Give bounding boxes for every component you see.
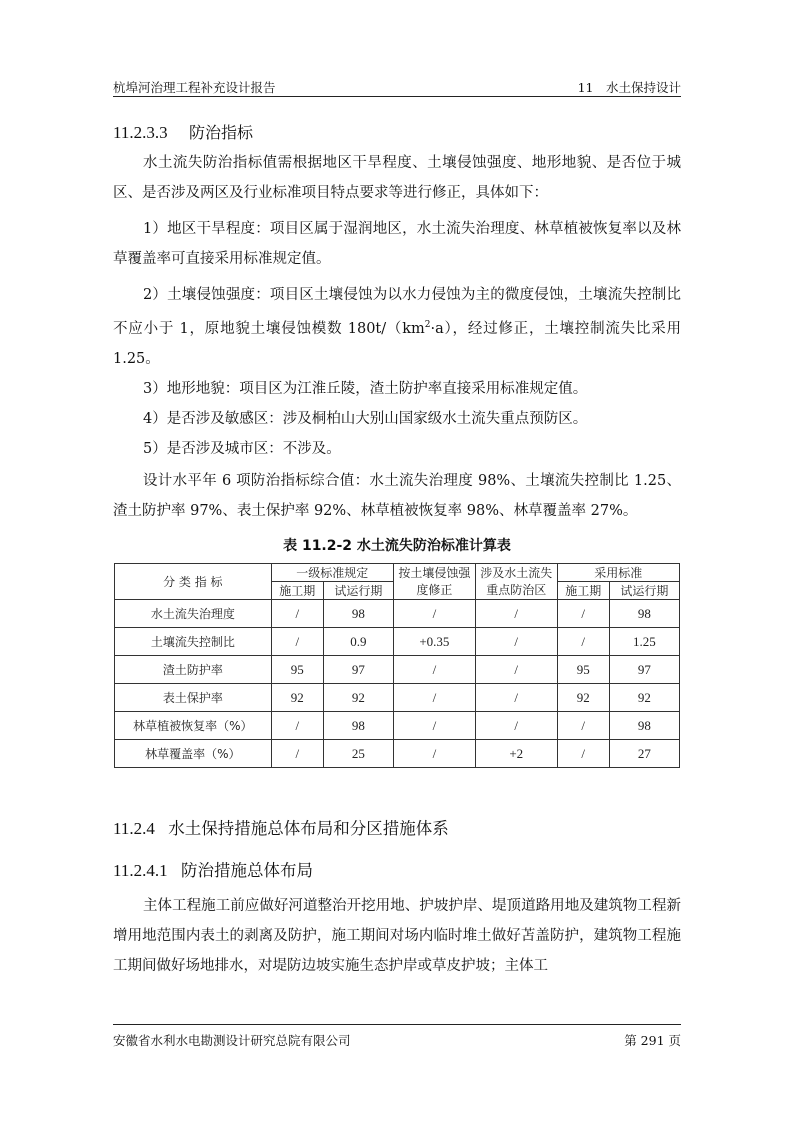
cell: 92 xyxy=(609,684,679,712)
cell: / xyxy=(271,600,323,628)
cell: / xyxy=(557,600,609,628)
table-caption: 表 11.2-2 水土流失防治标准计算表 xyxy=(283,538,511,554)
list-item-1: 1）地区干旱程度：项目区属于湿润地区，水土流失治理度、林草植被恢复率以及林草覆盖率可直接采用标准规定值。 xyxy=(113,221,681,267)
table-row xyxy=(115,684,680,712)
cell: / xyxy=(271,740,323,768)
row-label: 水土流失治理度 xyxy=(115,600,272,628)
cell: / xyxy=(393,600,475,628)
superscript: 2 xyxy=(424,320,431,330)
page-footer xyxy=(113,1024,681,1048)
list-item-5: 5）是否涉及城市区：不涉及。 xyxy=(143,441,341,457)
section-heading-11-2-3-3 xyxy=(113,120,253,143)
section-number: 11.2.4 xyxy=(113,819,155,838)
list-item-2-text-b: ·a），经过修正，土壤控制流失比采用 1.25。 xyxy=(113,320,681,367)
cell: 92 xyxy=(557,684,609,712)
cell: / xyxy=(475,712,557,740)
header-key-area: 涉及水土流失重点防治区 xyxy=(475,564,557,600)
table-row xyxy=(115,600,680,628)
row-label: 土壤流失控制比 xyxy=(115,628,272,656)
header-construction-2: 施工期 xyxy=(557,582,609,600)
table-row xyxy=(115,656,680,684)
section-title: 防治措施总体布局 xyxy=(181,861,314,880)
cell: 92 xyxy=(323,684,393,712)
cell: / xyxy=(475,656,557,684)
table-row xyxy=(115,628,680,656)
section-heading-11-2-4 xyxy=(113,815,449,839)
cell: 98 xyxy=(609,600,679,628)
section-title: 防治指标 xyxy=(189,123,254,142)
table-row xyxy=(115,740,680,768)
cell: / xyxy=(475,684,557,712)
list-item-4: 4）是否涉及敏感区：涉及桐柏山大别山国家级水土流失重点预防区。 xyxy=(143,411,588,427)
section-number: 11.2.4.1 xyxy=(113,861,168,880)
paragraph-layout: 主体工程施工前应做好河道整治开挖用地、护坡护岸、堤顶道路用地及建筑物工程新增用地范围内表土的剥离及防护，施工期间对场内临时堆土做好苫盖防护，建筑物工程施工期间做好场地排水，对堤防边坡实施生态护岸或草皮护坡；主体工 xyxy=(113,898,681,974)
cell: +0.35 xyxy=(393,628,475,656)
table-row xyxy=(115,712,680,740)
section-number: 11.2.3.3 xyxy=(113,123,168,142)
cell: 95 xyxy=(271,656,323,684)
header-level1: 一级标准规定 xyxy=(271,564,393,582)
header-report-title: 杭埠河治理工程补充设计报告 xyxy=(113,80,276,95)
cell: / xyxy=(271,712,323,740)
row-label: 林草植被恢复率（%） xyxy=(115,712,272,740)
cell: 25 xyxy=(323,740,393,768)
row-label: 渣土防护率 xyxy=(115,656,272,684)
cell: 1.25 xyxy=(609,628,679,656)
header-chapter: 11 水土保持设计 xyxy=(577,80,681,95)
cell: / xyxy=(475,600,557,628)
cell: +2 xyxy=(475,740,557,768)
page-header xyxy=(113,74,681,97)
header-category: 分 类 指 标 xyxy=(115,564,272,600)
cell: 27 xyxy=(609,740,679,768)
header-adopted: 采用标准 xyxy=(557,564,679,582)
header-trial-2: 试运行期 xyxy=(609,582,679,600)
list-item-2-text-a: 2）土壤侵蚀强度：项目区土壤侵蚀为以水力侵蚀为主的微度侵蚀，土壤流失控制比不应小于 1，原地貌土壤侵蚀模数 180t/（km xyxy=(113,287,681,337)
header-trial: 试运行期 xyxy=(323,582,393,600)
section-heading-11-2-4-1 xyxy=(113,857,313,881)
cell: 98 xyxy=(323,600,393,628)
cell: / xyxy=(557,712,609,740)
cell: 97 xyxy=(323,656,393,684)
list-item-2 xyxy=(113,280,681,374)
cell: / xyxy=(475,628,557,656)
row-label: 林草覆盖率（%） xyxy=(115,740,272,768)
cell: 98 xyxy=(323,712,393,740)
footer-page-number: 第 291 页 xyxy=(624,1033,681,1048)
cell: / xyxy=(393,712,475,740)
cell: 92 xyxy=(271,684,323,712)
header-erosion: 按土壤侵蚀强度修正 xyxy=(393,564,475,600)
cell: / xyxy=(557,740,609,768)
paragraph-intro: 水土流失防治指标值需根据地区干旱程度、土壤侵蚀强度、地形地貌、是否位于城区、是否涉及两区及行业标准项目特点要求等进行修正，具体如下： xyxy=(113,155,681,201)
cell: / xyxy=(271,628,323,656)
section-title: 水土保持措施总体布局和分区措施体系 xyxy=(168,819,449,838)
footer-organization: 安徽省水利水电勘测设计研究总院有限公司 xyxy=(113,1033,351,1048)
cell: 98 xyxy=(609,712,679,740)
cell: 95 xyxy=(557,656,609,684)
cell: / xyxy=(393,684,475,712)
row-label: 表土保护率 xyxy=(115,684,272,712)
cell: 0.9 xyxy=(323,628,393,656)
header-construction: 施工期 xyxy=(271,582,323,600)
cell: / xyxy=(557,628,609,656)
cell: / xyxy=(393,740,475,768)
paragraph-summary: 设计水平年 6 项防治指标综合值：水土流失治理度 98%、土壤流失控制比 1.25、渣土防护率 97%、表土保护率 92%、林草植被恢复率 98%、林草覆盖率 27%。 xyxy=(113,473,681,519)
standards-table xyxy=(114,563,680,768)
cell: / xyxy=(393,656,475,684)
cell: 97 xyxy=(609,656,679,684)
list-item-3: 3）地形地貌：项目区为江淮丘陵，渣土防护率直接采用标准规定值。 xyxy=(143,381,588,397)
